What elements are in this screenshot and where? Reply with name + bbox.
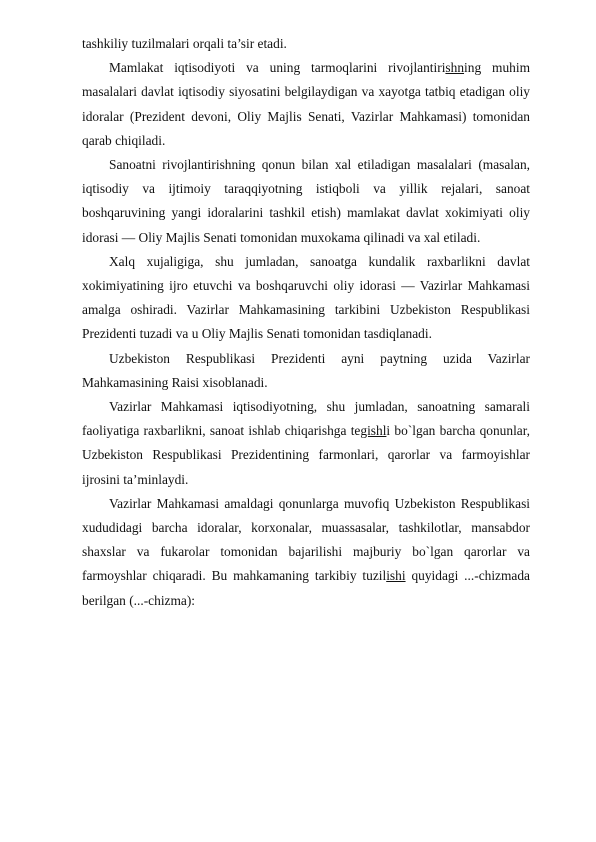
underlined-text: ishi bbox=[386, 568, 406, 584]
paragraph-text: quyidagi ...-chizmada berilgan (...-chizma): bbox=[82, 568, 530, 608]
paragraph-6 bbox=[82, 395, 530, 492]
paragraph-text: Uzbekiston Respublikasi Prezidenti ayni paytning uzida Vazirlar Mahkamasining Raisi xisoblanadi. bbox=[82, 350, 530, 390]
paragraph-text: Mamlakat iqtisodiyoti va uning tarmoqlarini rivojlantiri bbox=[109, 60, 446, 76]
paragraph-2 bbox=[82, 56, 530, 153]
underlined-text: gishl bbox=[360, 423, 387, 439]
paragraph-4 bbox=[82, 250, 530, 347]
paragraph-3 bbox=[82, 153, 530, 250]
paragraph-text: Xalq xujaligiga, shu jumladan, sanoatga kundalik raxbarlikni davlat xokimiyatining ijro etuvchi va boshqaruvchi oliy idorasi — Vazirlar Mahkamasi amalga oshiradi. Vazirlar Mahkamasining tarkibini Uzbekiston Respublikasi Prezidenti tuzadi va u Oliy Majlis Senati tomonidan tasdiqlanadi. bbox=[82, 253, 530, 342]
paragraph-text: Sanoatni rivojlantirishning qonun bilan xal etiladigan masalalari (masalan, iqtisodiy va ijtimoiy taraqqiyotning istiqboli va yillik rejalari, sanoat boshqaruvining yangi idoralarini tashkil etish) mamlakat davlat xokimiyati oliy idorasi — Oliy Majlis Senati tomonidan muxokama qilinadi va xal etiladi. bbox=[82, 157, 530, 245]
paragraph-5 bbox=[82, 347, 530, 395]
paragraph-text: Vazirlar Mahkamasi iqtisodiyotning, shu jumladan, sanoatning samarali faoliyatiga raxbarlikni, sanoat ishlab chiqarishga te bbox=[82, 399, 530, 439]
paragraph-text: i bo`lgan barcha qonunlar, Uzbekiston Respublikasi Prezidentining farmonlari, qarorlar va farmoyishlar ijrosini ta’minlaydi. bbox=[82, 423, 530, 487]
document-page bbox=[82, 32, 530, 613]
paragraph-1 bbox=[82, 32, 530, 56]
paragraph-text: tashkiliy tuzilmalari orqali ta’sir etadi. bbox=[82, 36, 287, 51]
underlined-text: shn bbox=[445, 60, 465, 76]
paragraph-7 bbox=[82, 492, 530, 613]
paragraph-text: ing muhim masalalari davlat iqtisodiy siyosatini belgilaydigan va xayotga tatbiq etadigan oliy idoralar (Prezident devoni, Oliy Majlis Senati, Vazirlar Mahkamasi) tomonidan qarab chiqiladi. bbox=[82, 60, 530, 148]
paragraph-text: Vazirlar Mahkamasi amaldagi qonunlarga muvofiq Uzbekiston Respublikasi xududidagi barcha idoralar, korxonalar, muassasalar, tashkilotlar, mansabdor shaxslar va fukarolar tomonidan bajarilishi majburiy bo`lgan qarorlar va farmoyshlar chiqaradi. Bu mahkamaning tarkibiy tuzil bbox=[82, 495, 530, 584]
